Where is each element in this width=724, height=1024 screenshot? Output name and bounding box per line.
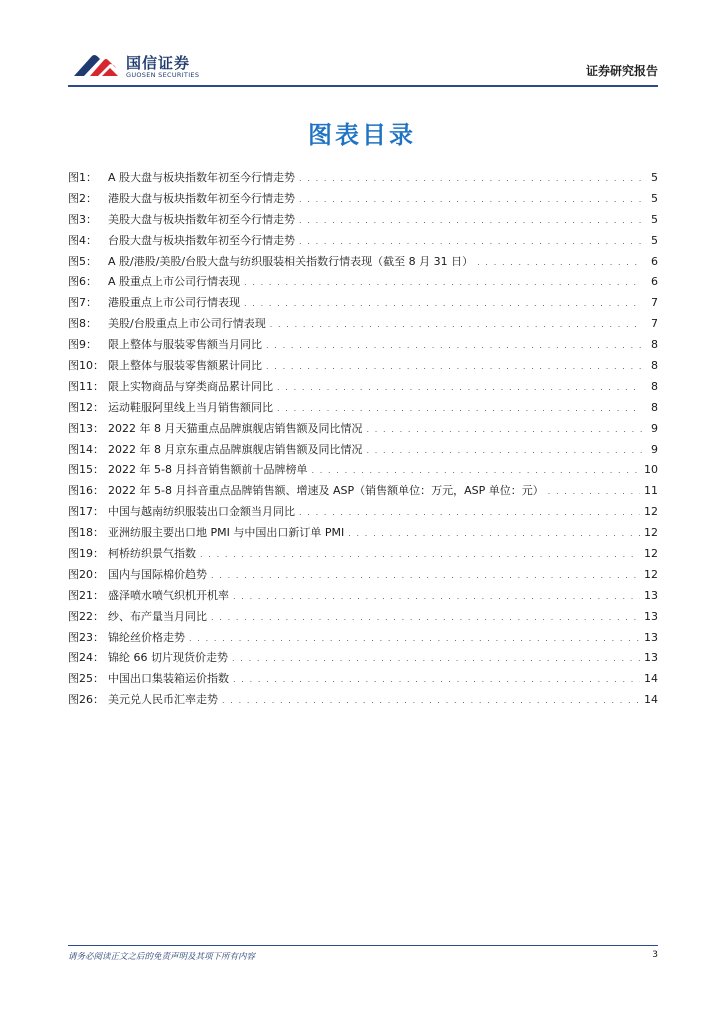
toc-entry-title: 运动鞋服阿里线上当月销售额同比 bbox=[108, 400, 273, 414]
toc-entry-page: 7 bbox=[651, 296, 658, 310]
guosen-logo bbox=[68, 48, 208, 82]
toc-entry-page: 6 bbox=[651, 254, 658, 268]
toc-entry-title: A 股重点上市公司行情表现 bbox=[108, 275, 241, 289]
toc-dot-leader bbox=[477, 253, 642, 274]
toc-entry[interactable] bbox=[68, 544, 658, 565]
toc-entry-label: 图4： bbox=[68, 233, 97, 247]
toc-dot-leader bbox=[232, 649, 640, 670]
toc-entry-label: 图26： bbox=[68, 693, 104, 707]
toc-entry-page: 12 bbox=[644, 505, 658, 519]
toc-entry-title: A 股大盘与板块指数年初至今行情走势 bbox=[108, 171, 296, 184]
toc-dot-leader bbox=[270, 315, 642, 336]
toc-entry[interactable] bbox=[68, 628, 658, 649]
figure-list bbox=[68, 168, 658, 711]
toc-entry-label: 图7： bbox=[68, 296, 97, 310]
toc-entry[interactable] bbox=[68, 356, 658, 377]
toc-entry[interactable] bbox=[68, 481, 658, 502]
toc-entry-page: 5 bbox=[651, 171, 658, 184]
toc-entry-title: 纱、布产量当月同比 bbox=[108, 609, 207, 623]
toc-entry-page: 10 bbox=[644, 463, 658, 477]
page-number: 3 bbox=[652, 950, 658, 960]
guosen-logo-icon bbox=[70, 50, 120, 80]
toc-entry[interactable] bbox=[68, 669, 658, 690]
toc-entry-title: 2022 年 8 月京东重点品牌旗舰店销售额及同比情况 bbox=[108, 442, 363, 456]
toc-entry-label: 图23： bbox=[68, 630, 104, 644]
toc-entry-page: 9 bbox=[651, 442, 658, 456]
toc-entry[interactable] bbox=[68, 648, 658, 669]
toc-entry-label: 图15： bbox=[68, 463, 104, 477]
toc-entry-label: 图25： bbox=[68, 672, 104, 686]
toc-entry[interactable] bbox=[68, 293, 658, 314]
toc-entry-title: 2022 年 5-8 月抖音重点品牌销售额、增速及 ASP（销售额单位：万元，ASP 单位：元） bbox=[108, 484, 544, 498]
toc-entry-label: 图6： bbox=[68, 275, 97, 289]
toc-entry[interactable] bbox=[68, 335, 658, 356]
toc-entry-page: 8 bbox=[651, 359, 658, 373]
toc-entry-label: 图19： bbox=[68, 547, 104, 561]
footer-divider bbox=[68, 945, 658, 946]
toc-entry-page: 12 bbox=[644, 567, 658, 581]
toc-entry-title: 亚洲纺服主要出口地 PMI 与中国出口新订单 PMI bbox=[108, 526, 345, 540]
toc-entry[interactable] bbox=[68, 607, 658, 628]
toc-entry[interactable] bbox=[68, 502, 658, 523]
toc-entry-title: 2022 年 8 月天猫重点品牌旗舰店销售额及同比情况 bbox=[108, 421, 363, 435]
toc-entry-title: 国内与国际棉价趋势 bbox=[108, 567, 207, 581]
toc-entry[interactable] bbox=[68, 314, 658, 335]
report-type-label: 证券研究报告 bbox=[585, 64, 658, 78]
toc-dot-leader bbox=[244, 294, 642, 315]
page-header bbox=[68, 48, 658, 86]
toc-dot-leader bbox=[266, 357, 642, 378]
brand-name-cn: 国信证券 bbox=[126, 54, 191, 72]
toc-entry[interactable] bbox=[68, 398, 658, 419]
toc-dot-leader bbox=[222, 691, 640, 712]
toc-entry[interactable] bbox=[68, 272, 658, 293]
toc-entry-label: 图20： bbox=[68, 567, 104, 581]
toc-entry[interactable] bbox=[68, 419, 658, 440]
toc-dot-leader bbox=[311, 461, 640, 482]
toc-entry-page: 13 bbox=[644, 609, 658, 623]
toc-entry-page: 9 bbox=[651, 421, 658, 435]
toc-entry[interactable] bbox=[68, 377, 658, 398]
toc-entry-page: 8 bbox=[651, 338, 658, 352]
toc-entry-label: 图12： bbox=[68, 400, 104, 414]
toc-entry-title: 柯桥纺织景气指数 bbox=[108, 547, 196, 561]
toc-entry-title: 锦纶 66 切片现货价走势 bbox=[108, 651, 228, 665]
toc-entry-title: 港股大盘与板块指数年初至今行情走势 bbox=[108, 191, 295, 205]
toc-entry-page: 8 bbox=[651, 379, 658, 393]
toc-dot-leader bbox=[277, 399, 642, 420]
toc-entry-label: 图14： bbox=[68, 442, 104, 456]
toc-entry-page: 11 bbox=[644, 484, 658, 498]
toc-entry-title: 美股/台股重点上市公司行情表现 bbox=[108, 317, 266, 331]
toc-dot-leader bbox=[366, 441, 642, 462]
toc-entry-page: 12 bbox=[644, 547, 658, 561]
toc-entry[interactable] bbox=[68, 586, 658, 607]
toc-entry-title: 中国出口集装箱运价指数 bbox=[108, 672, 229, 686]
toc-entry-label: 图16： bbox=[68, 484, 104, 498]
toc-entry[interactable] bbox=[68, 231, 658, 252]
toc-dot-leader bbox=[211, 608, 640, 629]
toc-dot-leader bbox=[189, 629, 640, 650]
toc-dot-leader bbox=[200, 545, 640, 566]
toc-entry-label: 图22： bbox=[68, 609, 104, 623]
toc-entry-title: 限上整体与服装零售额累计同比 bbox=[108, 359, 262, 373]
toc-entry-title: 限上实物商品与穿类商品累计同比 bbox=[108, 379, 273, 393]
toc-entry-page: 13 bbox=[644, 651, 658, 665]
toc-entry-label: 图5： bbox=[68, 254, 97, 268]
toc-entry[interactable] bbox=[68, 168, 658, 189]
toc-entry-title: 美元兑人民币汇率走势 bbox=[108, 693, 218, 707]
header-divider bbox=[68, 85, 658, 87]
footer-disclaimer: 请务必阅读正文之后的免责声明及其项下所有内容 bbox=[68, 952, 256, 962]
toc-dot-leader bbox=[266, 336, 642, 357]
toc-entry[interactable] bbox=[68, 189, 658, 210]
toc-entry[interactable] bbox=[68, 252, 658, 273]
toc-entry-page: 8 bbox=[651, 400, 658, 414]
toc-entry-page: 7 bbox=[651, 317, 658, 331]
toc-entry[interactable] bbox=[68, 523, 658, 544]
toc-entry-title: 台股大盘与板块指数年初至今行情走势 bbox=[108, 233, 295, 247]
toc-dot-leader bbox=[299, 169, 642, 190]
toc-entry[interactable] bbox=[68, 690, 658, 711]
toc-entry-title: 港股重点上市公司行情表现 bbox=[108, 296, 240, 310]
toc-entry[interactable] bbox=[68, 210, 658, 231]
toc-dot-leader bbox=[548, 482, 640, 503]
toc-entry-title: 盛泽喷水喷气织机开机率 bbox=[108, 588, 229, 602]
brand-name-en: GUOSEN SECURITIES bbox=[126, 71, 200, 79]
toc-entry-page: 13 bbox=[644, 588, 658, 602]
toc-entry-label: 图13： bbox=[68, 421, 104, 435]
toc-entry-page: 13 bbox=[644, 630, 658, 644]
toc-entry-title: A 股/港股/美股/台股大盘与纺织服装相关指数行情表现（截至 8 月 31 日） bbox=[108, 254, 474, 268]
toc-dot-leader bbox=[299, 211, 642, 232]
toc-entry-title: 锦纶丝价格走势 bbox=[108, 630, 185, 644]
toc-dot-leader bbox=[211, 566, 640, 587]
toc-dot-leader bbox=[277, 378, 642, 399]
toc-entry-label: 图24： bbox=[68, 651, 104, 665]
toc-dot-leader bbox=[299, 232, 642, 253]
toc-dot-leader bbox=[299, 190, 642, 211]
toc-entry-label: 图10： bbox=[68, 359, 104, 373]
toc-dot-leader bbox=[233, 670, 640, 691]
toc-entry-page: 5 bbox=[651, 191, 658, 205]
toc-entry-page: 14 bbox=[644, 693, 658, 707]
toc-entry-label: 图9： bbox=[68, 338, 97, 352]
toc-entry-label: 图8： bbox=[68, 317, 97, 331]
toc-dot-leader bbox=[244, 273, 642, 294]
toc-entry-label: 图1： bbox=[68, 171, 97, 184]
toc-entry-title: 中国与越南纺织服装出口金额当月同比 bbox=[108, 505, 295, 519]
toc-entry-page: 5 bbox=[651, 212, 658, 226]
toc-entry-label: 图21： bbox=[68, 588, 104, 602]
toc-entry[interactable] bbox=[68, 565, 658, 586]
toc-entry-page: 6 bbox=[651, 275, 658, 289]
toc-entry-title: 限上整体与服装零售额当月同比 bbox=[108, 338, 262, 352]
toc-entry-page: 12 bbox=[644, 526, 658, 540]
toc-entry-label: 图2： bbox=[68, 191, 97, 205]
toc-entry[interactable] bbox=[68, 440, 658, 461]
toc-entry-title: 2022 年 5-8 月抖音销售额前十品牌榜单 bbox=[108, 463, 308, 477]
toc-entry-label: 图18： bbox=[68, 526, 104, 540]
toc-entry-label: 图11： bbox=[68, 379, 104, 393]
toc-entry-page: 5 bbox=[651, 233, 658, 247]
toc-title: 图表目录 bbox=[308, 121, 416, 149]
toc-entry-title: 美股大盘与板块指数年初至今行情走势 bbox=[108, 212, 295, 226]
toc-dot-leader bbox=[366, 420, 642, 441]
toc-dot-leader bbox=[348, 524, 640, 545]
toc-entry[interactable] bbox=[68, 460, 658, 481]
toc-dot-leader bbox=[299, 503, 640, 524]
toc-entry-label: 图17： bbox=[68, 505, 104, 519]
toc-entry-page: 14 bbox=[644, 672, 658, 686]
toc-dot-leader bbox=[233, 587, 640, 608]
toc-entry-label: 图3： bbox=[68, 212, 97, 226]
